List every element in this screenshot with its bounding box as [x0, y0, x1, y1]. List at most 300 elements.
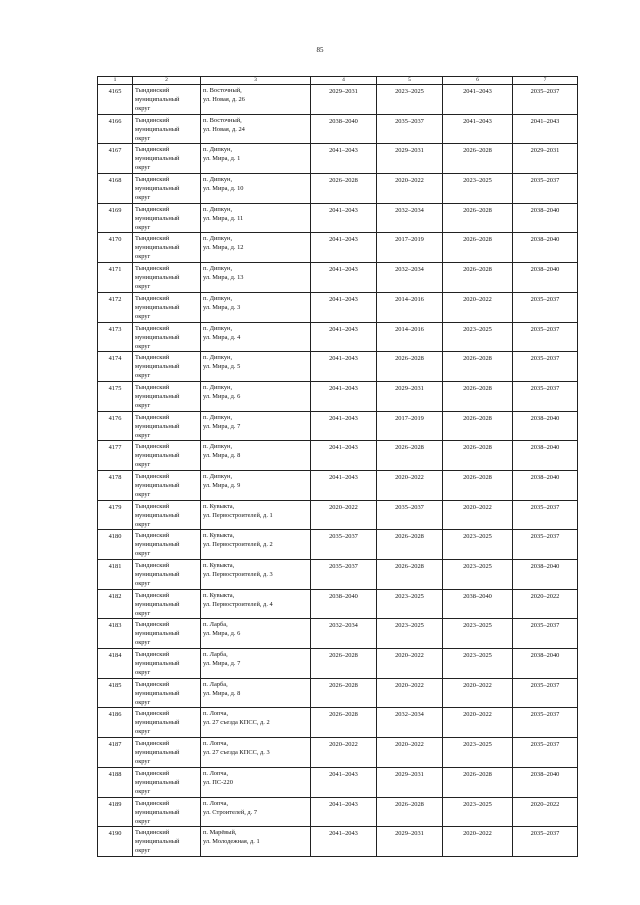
table-row	[98, 352, 578, 382]
year-range-cell-4: 2041–2043	[311, 263, 377, 293]
district-line: Тындинский	[135, 680, 170, 688]
address-street: ул. 27 съезда КПСС, д. 2	[203, 719, 270, 727]
address-street: ул. Новая, д. 24	[203, 125, 245, 133]
year-range-cell-5: 2026–2028	[377, 530, 443, 560]
address-cell	[201, 619, 311, 649]
district-cell	[133, 738, 201, 768]
year-range-cell-5: 2017–2019	[377, 233, 443, 263]
district-line: Тындинский	[135, 502, 170, 510]
district-cell	[133, 114, 201, 144]
address-cell	[201, 203, 311, 233]
year-range-cell-5: 2023–2025	[377, 589, 443, 619]
row-number-cell: 4186	[98, 708, 133, 738]
year-range-cell-5: 2032–2034	[377, 263, 443, 293]
year-range-cell-7: 2038–2040	[513, 649, 578, 679]
address-settlement: п. Дипкун,	[203, 383, 233, 391]
district-cell	[133, 263, 201, 293]
table-row	[98, 322, 578, 352]
address-settlement: п. Кувыкта,	[203, 591, 235, 599]
year-range-cell-6: 2020–2022	[443, 827, 513, 857]
district-line: Тындинский	[135, 562, 170, 569]
table-row	[98, 678, 578, 708]
row-number-cell: 4187	[98, 738, 133, 768]
district-line: муниципальный	[135, 571, 180, 578]
district-cell	[133, 827, 201, 857]
year-range-cell-5: 2026–2028	[377, 352, 443, 382]
district-cell	[133, 708, 201, 738]
year-range-cell-4: 2041–2043	[311, 233, 377, 263]
year-range-cell-6: 2026–2028	[443, 441, 513, 471]
district-cell	[133, 589, 201, 619]
district-line: округ	[135, 698, 151, 706]
year-range-cell-6: 2041–2043	[443, 85, 513, 115]
district-line: округ	[135, 312, 151, 320]
year-range-cell-7: 2038–2040	[513, 263, 578, 293]
district-line: Тындинский	[135, 443, 170, 451]
table-row	[98, 114, 578, 144]
year-range-cell-4: 2041–2043	[311, 381, 377, 411]
district-line: Тындинский	[135, 413, 170, 421]
registry-table	[97, 76, 578, 857]
year-range-cell-4: 2041–2043	[311, 144, 377, 174]
year-range-cell-4: 2026–2028	[311, 678, 377, 708]
address-settlement: п. Кувыкта,	[203, 532, 235, 540]
header-cell-1: 1	[98, 77, 133, 85]
row-number-cell: 4165	[98, 85, 133, 115]
row-number-cell: 4168	[98, 174, 133, 204]
district-line: округ	[135, 847, 151, 855]
year-range-cell-4: 2035–2037	[311, 530, 377, 560]
district-line: округ	[135, 342, 151, 350]
district-line: муниципальный	[135, 808, 180, 816]
address-street: ул. Первостроителей, д. 4	[203, 600, 273, 608]
address-settlement: п. Дипкун,	[203, 472, 233, 480]
district-line: округ	[135, 758, 151, 766]
district-line: муниципальный	[135, 452, 180, 460]
address-settlement: п. Восточный,	[203, 87, 242, 94]
year-range-cell-5: 2014–2016	[377, 292, 443, 322]
district-line: муниципальный	[135, 274, 180, 282]
district-line: муниципальный	[135, 838, 180, 846]
district-cell	[133, 322, 201, 352]
district-line: округ	[135, 283, 151, 291]
row-number-cell: 4167	[98, 144, 133, 174]
year-range-cell-7: 2038–2040	[513, 767, 578, 797]
row-number-cell: 4180	[98, 530, 133, 560]
address-cell	[201, 233, 311, 263]
district-cell	[133, 144, 201, 174]
header-row	[98, 77, 578, 85]
row-number-cell: 4183	[98, 619, 133, 649]
district-line: муниципальный	[135, 363, 180, 371]
address-settlement: п. Лопча,	[203, 710, 229, 718]
year-range-cell-7: 2020–2022	[513, 589, 578, 619]
address-settlement: п. Дипкун,	[203, 324, 233, 332]
year-range-cell-7: 2038–2040	[513, 441, 578, 471]
district-line: муниципальный	[135, 630, 180, 638]
row-number-cell: 4178	[98, 470, 133, 500]
district-cell	[133, 500, 201, 530]
table-row	[98, 411, 578, 441]
district-line: Тындинский	[135, 651, 170, 659]
table-row	[98, 827, 578, 857]
year-range-cell-7: 2035–2037	[513, 619, 578, 649]
table-row	[98, 708, 578, 738]
row-number-cell: 4175	[98, 381, 133, 411]
address-settlement: п. Ларба,	[203, 651, 228, 659]
address-cell	[201, 827, 311, 857]
address-cell	[201, 114, 311, 144]
district-line: Тындинский	[135, 472, 170, 480]
district-line: Тындинский	[135, 829, 170, 837]
district-line: Тындинский	[135, 87, 170, 94]
year-range-cell-5: 2026–2028	[377, 797, 443, 827]
year-range-cell-4: 2041–2043	[311, 797, 377, 827]
address-settlement: п. Восточный,	[203, 116, 242, 124]
year-range-cell-7: 2038–2040	[513, 411, 578, 441]
year-range-cell-4: 2026–2028	[311, 708, 377, 738]
row-number-cell: 4179	[98, 500, 133, 530]
year-range-cell-7: 2035–2037	[513, 352, 578, 382]
table-row	[98, 263, 578, 293]
table-row	[98, 233, 578, 263]
address-street: ул. ПС-220	[203, 778, 233, 786]
address-settlement: п. Дипкун,	[203, 176, 233, 184]
district-line: Тындинский	[135, 235, 170, 243]
year-range-cell-4: 2041–2043	[311, 411, 377, 441]
district-cell	[133, 678, 201, 708]
district-line: Тындинский	[135, 265, 170, 273]
year-range-cell-4: 2026–2028	[311, 174, 377, 204]
address-street: ул. Мира, д. 9	[203, 481, 241, 489]
year-range-cell-7: 2029–2031	[513, 144, 578, 174]
year-range-cell-6: 2026–2028	[443, 767, 513, 797]
district-line: Тындинский	[135, 799, 170, 807]
year-range-cell-7: 2035–2037	[513, 530, 578, 560]
address-street: ул. Мира, д. 11	[203, 214, 244, 222]
district-line: муниципальный	[135, 749, 180, 757]
district-line: Тындинский	[135, 146, 170, 154]
year-range-cell-6: 2023–2025	[443, 649, 513, 679]
district-cell	[133, 233, 201, 263]
district-cell	[133, 560, 201, 590]
year-range-cell-6: 2020–2022	[443, 292, 513, 322]
year-range-cell-5: 2026–2028	[377, 441, 443, 471]
address-cell	[201, 470, 311, 500]
address-cell	[201, 500, 311, 530]
year-range-cell-6: 2023–2025	[443, 174, 513, 204]
district-line: округ	[135, 401, 151, 409]
address-cell	[201, 292, 311, 322]
row-number-cell: 4171	[98, 263, 133, 293]
row-number-cell: 4184	[98, 649, 133, 679]
year-range-cell-5: 2035–2037	[377, 114, 443, 144]
district-line: муниципальный	[135, 481, 180, 489]
address-cell	[201, 678, 311, 708]
year-range-cell-4: 2041–2043	[311, 441, 377, 471]
district-line: округ	[135, 223, 151, 231]
district-line: муниципальный	[135, 185, 180, 193]
district-cell	[133, 174, 201, 204]
row-number-cell: 4169	[98, 203, 133, 233]
address-settlement: п. Дипкун,	[203, 146, 233, 154]
year-range-cell-5: 2020–2022	[377, 649, 443, 679]
table-row	[98, 649, 578, 679]
district-line: муниципальный	[135, 333, 180, 341]
district-cell	[133, 203, 201, 233]
district-line: округ	[135, 669, 151, 677]
address-street: ул. Мира, д. 7	[203, 422, 241, 430]
year-range-cell-6: 2020–2022	[443, 708, 513, 738]
year-range-cell-4: 2020–2022	[311, 500, 377, 530]
year-range-cell-6: 2020–2022	[443, 678, 513, 708]
row-number-cell: 4185	[98, 678, 133, 708]
address-cell	[201, 411, 311, 441]
district-line: Тындинский	[135, 324, 170, 332]
district-line: округ	[135, 728, 151, 736]
year-range-cell-5: 2026–2028	[377, 560, 443, 590]
address-settlement: п. Дипкун,	[203, 235, 233, 243]
district-line: округ	[135, 787, 151, 795]
table-row	[98, 530, 578, 560]
address-cell	[201, 708, 311, 738]
address-cell	[201, 589, 311, 619]
district-line: Тындинский	[135, 176, 170, 184]
year-range-cell-5: 2023–2025	[377, 85, 443, 115]
address-settlement: п. Лопча,	[203, 769, 229, 777]
year-range-cell-6: 2023–2025	[443, 530, 513, 560]
district-line: Тындинский	[135, 205, 170, 213]
district-line: Тындинский	[135, 740, 170, 748]
address-cell	[201, 441, 311, 471]
year-range-cell-6: 2026–2028	[443, 470, 513, 500]
year-range-cell-6: 2026–2028	[443, 411, 513, 441]
row-number-cell: 4166	[98, 114, 133, 144]
address-street: ул. Строителей, д. 7	[203, 808, 258, 816]
district-line: округ	[135, 461, 151, 469]
district-cell	[133, 411, 201, 441]
year-range-cell-4: 2041–2043	[311, 470, 377, 500]
year-range-cell-6: 2023–2025	[443, 619, 513, 649]
row-number-cell: 4172	[98, 292, 133, 322]
table-row	[98, 203, 578, 233]
row-number-cell: 4174	[98, 352, 133, 382]
year-range-cell-6: 2023–2025	[443, 322, 513, 352]
year-range-cell-7: 2035–2037	[513, 322, 578, 352]
district-line: муниципальный	[135, 155, 180, 163]
year-range-cell-5: 2032–2034	[377, 708, 443, 738]
address-cell	[201, 767, 311, 797]
address-street: ул. Мира, д. 4	[203, 333, 241, 341]
district-line: Тындинский	[135, 591, 170, 599]
address-street: ул. Мира, д. 13	[203, 274, 244, 282]
year-range-cell-5: 2029–2031	[377, 827, 443, 857]
header-cell-6: 6	[443, 77, 513, 85]
district-cell	[133, 85, 201, 115]
district-cell	[133, 767, 201, 797]
address-settlement: п. Дипкун,	[203, 443, 233, 451]
address-street: ул. Мира, д. 10	[203, 185, 244, 193]
table-row	[98, 144, 578, 174]
district-line: муниципальный	[135, 660, 180, 668]
year-range-cell-7: 2035–2037	[513, 827, 578, 857]
address-street: ул. Мира, д. 6	[203, 392, 241, 400]
district-line: округ	[135, 134, 151, 142]
district-line: округ	[135, 817, 151, 825]
address-street: ул. Мира, д. 7	[203, 660, 241, 668]
year-range-cell-7: 2035–2037	[513, 738, 578, 768]
year-range-cell-5: 2020–2022	[377, 678, 443, 708]
address-settlement: п. Дипкун,	[203, 354, 233, 362]
address-street: ул. Новая, д. 26	[203, 96, 245, 103]
district-cell	[133, 292, 201, 322]
year-range-cell-6: 2023–2025	[443, 560, 513, 590]
district-line: муниципальный	[135, 719, 180, 727]
address-settlement: п. Ларба,	[203, 680, 228, 688]
address-street: ул. Первостроителей, д. 1	[203, 511, 273, 519]
address-street: ул. Мира, д. 6	[203, 630, 241, 638]
table-row	[98, 589, 578, 619]
address-street: ул. Мира, д. 3	[203, 303, 241, 311]
district-cell	[133, 381, 201, 411]
district-line: округ	[135, 431, 151, 439]
year-range-cell-5: 2035–2037	[377, 500, 443, 530]
year-range-cell-7: 2035–2037	[513, 678, 578, 708]
district-cell	[133, 530, 201, 560]
address-settlement: п. Дипкун,	[203, 413, 233, 421]
year-range-cell-7: 2041–2043	[513, 114, 578, 144]
table-row	[98, 441, 578, 471]
row-number-cell: 4181	[98, 560, 133, 590]
table-row	[98, 174, 578, 204]
district-cell	[133, 649, 201, 679]
header-cell-2: 2	[133, 77, 201, 85]
table-body	[98, 85, 578, 857]
header-cell-7: 7	[513, 77, 578, 85]
row-number-cell: 4190	[98, 827, 133, 857]
district-line: Тындинский	[135, 621, 170, 629]
address-street: ул. Первостроителей, д. 3	[203, 571, 273, 578]
address-street: ул. Мира, д. 5	[203, 363, 241, 371]
address-cell	[201, 381, 311, 411]
address-cell	[201, 174, 311, 204]
year-range-cell-5: 2032–2034	[377, 203, 443, 233]
district-line: Тындинский	[135, 116, 170, 124]
district-line: Тындинский	[135, 294, 170, 302]
address-street: ул. 27 съезда КПСС, д. 3	[203, 749, 270, 757]
district-line: муниципальный	[135, 125, 180, 133]
year-range-cell-5: 2023–2025	[377, 619, 443, 649]
year-range-cell-4: 2035–2037	[311, 560, 377, 590]
address-cell	[201, 322, 311, 352]
year-range-cell-5: 2014–2016	[377, 322, 443, 352]
row-number-cell: 4182	[98, 589, 133, 619]
address-cell	[201, 560, 311, 590]
year-range-cell-4: 2020–2022	[311, 738, 377, 768]
district-line: округ	[135, 520, 151, 528]
district-line: муниципальный	[135, 778, 180, 786]
year-range-cell-4: 2026–2028	[311, 649, 377, 679]
address-cell	[201, 263, 311, 293]
district-line: округ	[135, 194, 151, 202]
district-cell	[133, 352, 201, 382]
row-number-cell: 4176	[98, 411, 133, 441]
table-row	[98, 738, 578, 768]
table-row	[98, 470, 578, 500]
year-range-cell-4: 2032–2034	[311, 619, 377, 649]
address-cell	[201, 649, 311, 679]
year-range-cell-4: 2041–2043	[311, 827, 377, 857]
table-row	[98, 500, 578, 530]
table-row	[98, 381, 578, 411]
district-line: округ	[135, 550, 151, 558]
district-cell	[133, 797, 201, 827]
district-line: округ	[135, 639, 151, 647]
district-line: округ	[135, 253, 151, 261]
page-number: 85	[316, 46, 324, 54]
year-range-cell-4: 2041–2043	[311, 767, 377, 797]
district-line: муниципальный	[135, 541, 180, 549]
address-settlement: п. Кувыкта,	[203, 562, 235, 569]
district-line: округ	[135, 490, 151, 498]
address-settlement: п. Лопча,	[203, 799, 229, 807]
address-cell	[201, 352, 311, 382]
year-range-cell-7: 2020–2022	[513, 797, 578, 827]
address-cell	[201, 85, 311, 115]
district-line: муниципальный	[135, 422, 180, 430]
year-range-cell-6: 2038–2040	[443, 589, 513, 619]
district-line: округ	[135, 105, 151, 112]
year-range-cell-7: 2038–2040	[513, 233, 578, 263]
district-line: округ	[135, 164, 151, 172]
address-cell	[201, 530, 311, 560]
table-row	[98, 292, 578, 322]
year-range-cell-7: 2038–2040	[513, 203, 578, 233]
table-row	[98, 85, 578, 115]
table-row	[98, 797, 578, 827]
district-line: муниципальный	[135, 303, 180, 311]
year-range-cell-7: 2035–2037	[513, 381, 578, 411]
table-row	[98, 767, 578, 797]
address-settlement: п. Кувыкта,	[203, 502, 235, 510]
year-range-cell-4: 2041–2043	[311, 203, 377, 233]
year-range-cell-6: 2026–2028	[443, 144, 513, 174]
address-cell	[201, 738, 311, 768]
address-street: ул. Молодежная, д. 1	[203, 838, 260, 846]
header-cell-3: 3	[201, 77, 311, 85]
year-range-cell-5: 2020–2022	[377, 738, 443, 768]
year-range-cell-5: 2017–2019	[377, 411, 443, 441]
address-settlement: п. Дипкун,	[203, 205, 233, 213]
district-line: Тындинский	[135, 710, 170, 718]
district-cell	[133, 619, 201, 649]
row-number-cell: 4189	[98, 797, 133, 827]
year-range-cell-6: 2026–2028	[443, 233, 513, 263]
district-line: муниципальный	[135, 96, 180, 103]
year-range-cell-4: 2029–2031	[311, 85, 377, 115]
address-settlement: п. Ларба,	[203, 621, 228, 629]
district-line: муниципальный	[135, 689, 180, 697]
table-header	[98, 77, 578, 85]
year-range-cell-6: 2026–2028	[443, 381, 513, 411]
address-settlement: п. Марёвый,	[203, 829, 237, 837]
district-line: Тындинский	[135, 354, 170, 362]
year-range-cell-6: 2020–2022	[443, 500, 513, 530]
year-range-cell-6: 2023–2025	[443, 738, 513, 768]
district-line: округ	[135, 580, 151, 587]
address-cell	[201, 144, 311, 174]
address-street: ул. Мира, д. 8	[203, 689, 241, 697]
